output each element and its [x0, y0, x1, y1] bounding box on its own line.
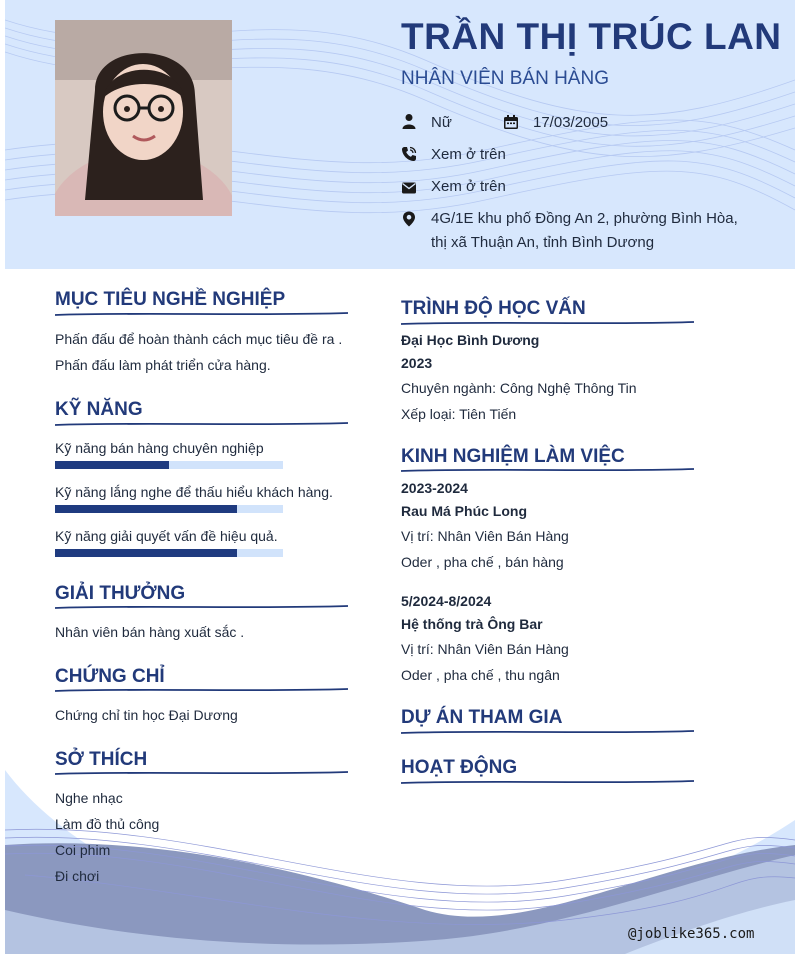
- footer-credit: @joblike365.com: [628, 926, 755, 942]
- certificate-item: Chứng chỉ tin học Đại Dương: [55, 707, 238, 723]
- education-major: Chuyên ngành: Công Nghệ Thông Tin: [401, 380, 637, 396]
- envelope-icon: [401, 180, 417, 196]
- address-line-1: 4G/1E khu phố Đồng An 2, phường Bình Hòa,: [431, 210, 738, 227]
- footer-wave-decoration: [5, 760, 795, 954]
- candidate-name: TRẦN THỊ TRÚC LAN: [401, 16, 782, 57]
- hobby-item: Làm đồ thủ công: [55, 816, 160, 832]
- experience-title: KINH NGHIỆM LÀM VIỆC: [401, 446, 625, 467]
- profile-photo: [55, 20, 232, 216]
- skill-bar: [55, 461, 283, 469]
- birthday-value: 17/03/2005: [533, 114, 609, 131]
- job-company: Hệ thống trà Ông Bar: [401, 616, 543, 632]
- hobby-item: Đi chơi: [55, 868, 100, 884]
- skill-bar-fill: [55, 461, 169, 469]
- job-tasks: Oder , pha chế , thu ngân: [401, 667, 560, 683]
- skills-underline: [55, 421, 348, 427]
- skill-bar: [55, 549, 283, 557]
- objective-title: MỤC TIÊU NGHỀ NGHIỆP: [55, 289, 286, 310]
- email-value: Xem ở trên: [431, 178, 506, 195]
- objective-line-2: Phấn đấu làm phát triển cửa hàng.: [55, 357, 271, 373]
- job-tasks: Oder , pha chế , bán hàng: [401, 554, 564, 570]
- job-title: NHÂN VIÊN BÁN HÀNG: [401, 68, 609, 89]
- skills-title: KỸ NĂNG: [55, 399, 143, 420]
- hobby-item: Coi phim: [55, 842, 111, 858]
- objective-line-1: Phấn đấu để hoàn thành cách mục tiêu đề ra .: [55, 331, 343, 347]
- phone-icon: [401, 146, 417, 162]
- objective-underline: [55, 311, 348, 317]
- award-item: Nhân viên bán hàng xuất sắc .: [55, 624, 245, 640]
- user-icon: [401, 113, 417, 129]
- projects-underline: [401, 729, 694, 735]
- job-position: Vị trí: Nhân Viên Bán Hàng: [401, 528, 569, 544]
- job-period: 5/2024-8/2024: [401, 593, 492, 609]
- certificates-underline: [55, 687, 348, 693]
- skill-label: Kỹ năng lắng nghe để thấu hiểu khách hàng.: [55, 484, 333, 500]
- education-year: 2023: [401, 355, 433, 371]
- skill-bar: [55, 505, 283, 513]
- resume-page: [5, 0, 795, 954]
- certificates-title: CHỨNG CHỈ: [55, 666, 165, 687]
- address-line-2: thị xã Thuận An, tỉnh Bình Dương: [431, 234, 655, 251]
- gender-value: Nữ: [431, 114, 452, 131]
- education-school: Đại Học Bình Dương: [401, 332, 540, 348]
- awards-underline: [55, 604, 348, 610]
- phone-value: Xem ở trên: [431, 146, 506, 163]
- experience-underline: [401, 467, 694, 473]
- hobbies-underline: [55, 770, 348, 776]
- education-title: TRÌNH ĐỘ HỌC VẤN: [401, 298, 586, 319]
- skill-label: Kỹ năng bán hàng chuyên nghiệp: [55, 440, 264, 456]
- projects-title: DỰ ÁN THAM GIA: [401, 707, 563, 728]
- skill-label: Kỹ năng giải quyết vấn đề hiệu quả.: [55, 528, 278, 544]
- job-company: Rau Má Phúc Long: [401, 503, 527, 519]
- awards-title: GIẢI THƯỞNG: [55, 583, 186, 604]
- skill-bar-fill: [55, 505, 237, 513]
- skill-bar-fill: [55, 549, 237, 557]
- hobbies-title: SỞ THÍCH: [55, 749, 148, 770]
- activities-underline: [401, 779, 694, 785]
- education-underline: [401, 320, 694, 326]
- map-pin-icon: [401, 211, 417, 227]
- job-position: Vị trí: Nhân Viên Bán Hàng: [401, 641, 569, 657]
- hobby-item: Nghe nhạc: [55, 790, 123, 806]
- activities-title: HOẠT ĐỘNG: [401, 757, 518, 778]
- job-period: 2023-2024: [401, 480, 468, 496]
- resume-header: [5, 0, 795, 269]
- education-grade: Xếp loại: Tiên Tiến: [401, 406, 517, 422]
- calendar-icon: [503, 114, 519, 130]
